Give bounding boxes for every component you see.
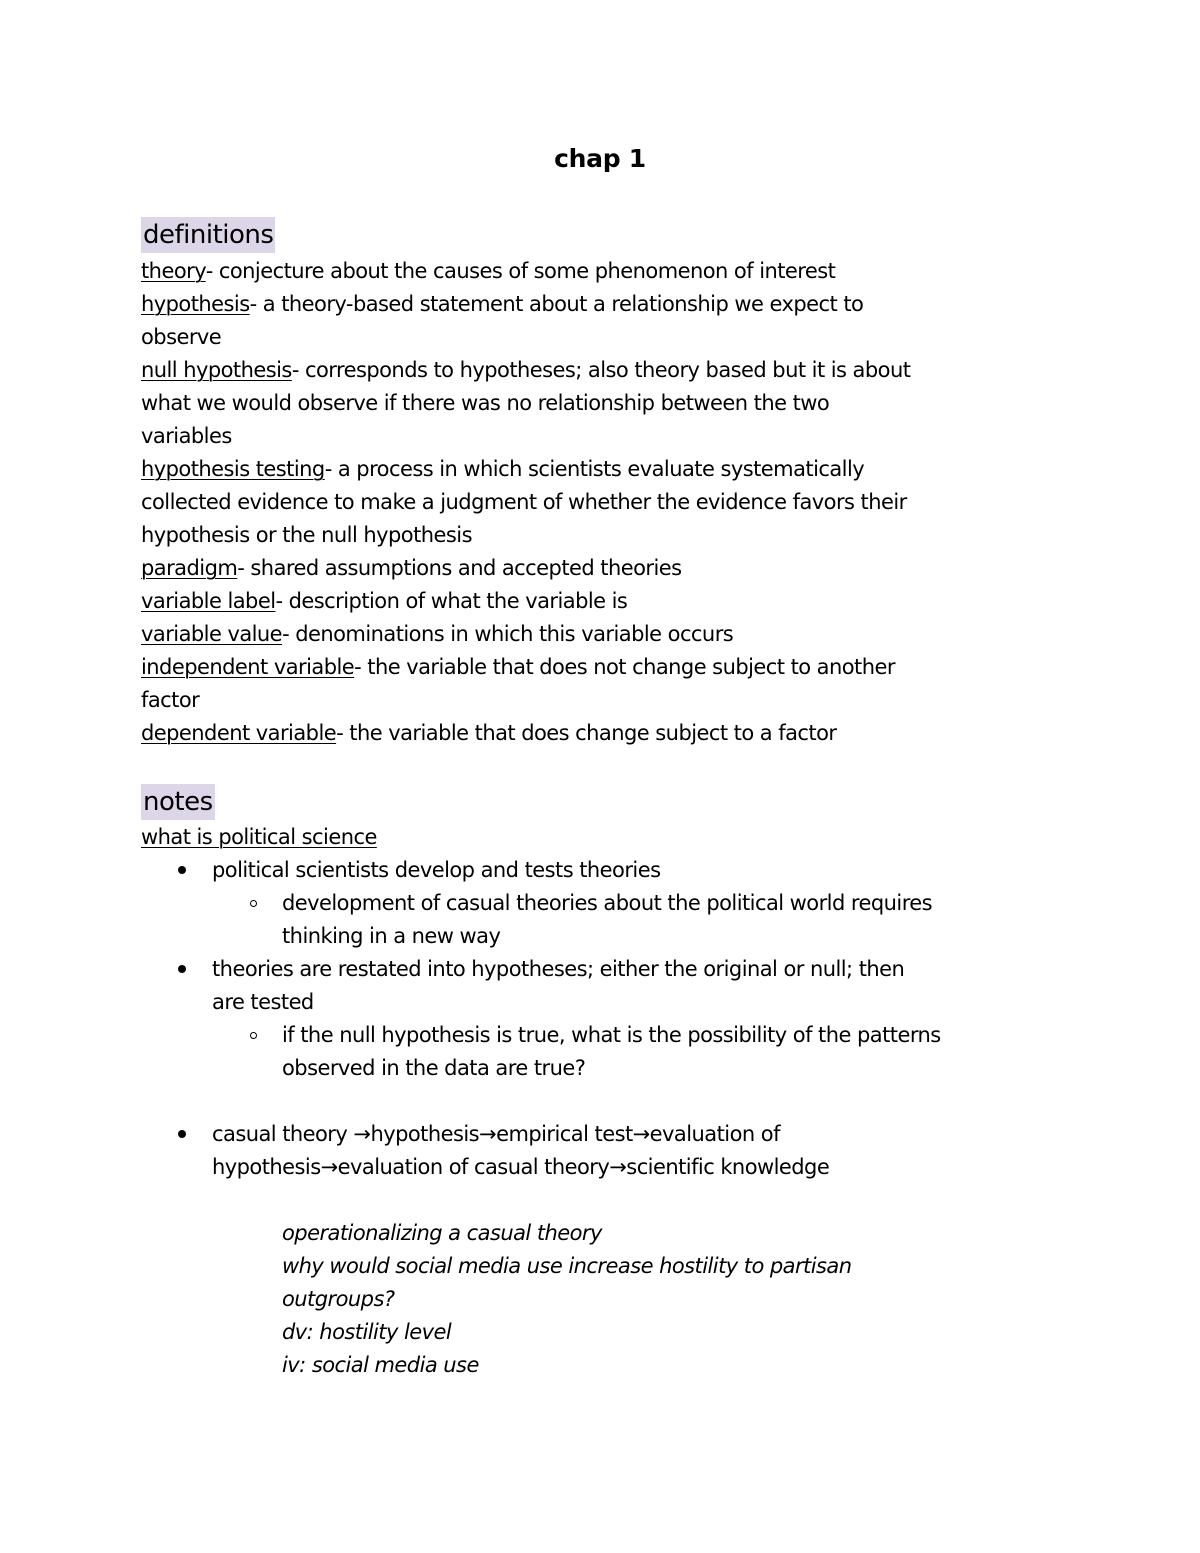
definition-text: - denominations in which this variable occurs xyxy=(282,622,734,646)
term: theory xyxy=(141,259,206,283)
term: null hypothesis xyxy=(141,358,292,382)
definition-text: - a theory-based statement about a relationship we expect to xyxy=(249,292,864,316)
term: hypothesis xyxy=(141,292,250,316)
bullet-continuation: are tested xyxy=(212,990,314,1014)
bullet-continuation: hypothesis→evaluation of casual theory→scientific knowledge xyxy=(212,1155,830,1179)
subheading-text: what is political science xyxy=(141,825,377,849)
definition-text: - conjecture about the causes of some phenomenon of interest xyxy=(205,259,836,283)
italic-note: why would social media use increase hostility to partisan xyxy=(282,1254,852,1278)
definition-text: - description of what the variable is xyxy=(275,589,628,613)
definition-null-hypothesis xyxy=(141,354,910,387)
sub-bullet-continuation: thinking in a new way xyxy=(282,924,501,948)
italic-note: outgroups? xyxy=(282,1287,395,1311)
definition-hypothesis xyxy=(141,288,863,321)
term: variable label xyxy=(141,589,276,613)
term: hypothesis testing xyxy=(141,457,325,481)
definition-dependent-variable xyxy=(141,717,836,750)
definition-independent-variable xyxy=(141,651,895,684)
definition-text: - a process in which scientists evaluate systematically xyxy=(324,457,865,481)
notes-heading: notes xyxy=(141,784,215,820)
sub-bullet-continuation: observed in the data are true? xyxy=(282,1056,586,1080)
definition-variable-label xyxy=(141,585,627,618)
bullet-dot-icon xyxy=(178,1130,186,1138)
bullet-item: theories are restated into hypotheses; either the original or null; then xyxy=(212,957,905,981)
bullet-item: political scientists develop and tests theories xyxy=(212,858,661,882)
italic-note: dv: hostility level xyxy=(282,1320,452,1344)
definition-hypothesis-testing xyxy=(141,453,864,486)
term: variable value xyxy=(141,622,283,646)
definition-continuation: what we would observe if there was no relationship between the two xyxy=(141,391,830,415)
bullet-circle-icon xyxy=(250,1032,257,1039)
definition-paradigm xyxy=(141,552,682,585)
definition-text: - the variable that does change subject to a factor xyxy=(336,721,837,745)
page-title: chap 1 xyxy=(554,144,646,173)
bullet-item: casual theory →hypothesis→empirical test→evaluation of xyxy=(212,1122,780,1146)
definition-continuation: variables xyxy=(141,424,232,448)
definition-text: - corresponds to hypotheses; also theory based but it is about xyxy=(291,358,911,382)
definition-theory xyxy=(141,255,835,288)
definition-variable-value xyxy=(141,618,733,651)
bullet-dot-icon xyxy=(178,866,186,874)
sub-bullet-item: if the null hypothesis is true, what is the possibility of the patterns xyxy=(282,1023,941,1047)
term: paradigm xyxy=(141,556,238,580)
definition-continuation: collected evidence to make a judgment of whether the evidence favors their xyxy=(141,490,907,514)
term: independent variable xyxy=(141,655,355,679)
definitions-heading: definitions xyxy=(141,217,275,253)
term: dependent variable xyxy=(141,721,337,745)
definition-text: - the variable that does not change subject to another xyxy=(354,655,895,679)
definition-text: - shared assumptions and accepted theories xyxy=(237,556,682,580)
definition-continuation: hypothesis or the null hypothesis xyxy=(141,523,472,547)
italic-note: iv: social media use xyxy=(282,1353,479,1377)
sub-bullet-item: development of casual theories about the political world requires xyxy=(282,891,933,915)
definition-continuation: observe xyxy=(141,325,222,349)
bullet-dot-icon xyxy=(178,965,186,973)
notes-subheading xyxy=(141,821,377,854)
italic-note: operationalizing a casual theory xyxy=(282,1221,602,1245)
bullet-circle-icon xyxy=(250,900,257,907)
definition-continuation: factor xyxy=(141,688,200,712)
